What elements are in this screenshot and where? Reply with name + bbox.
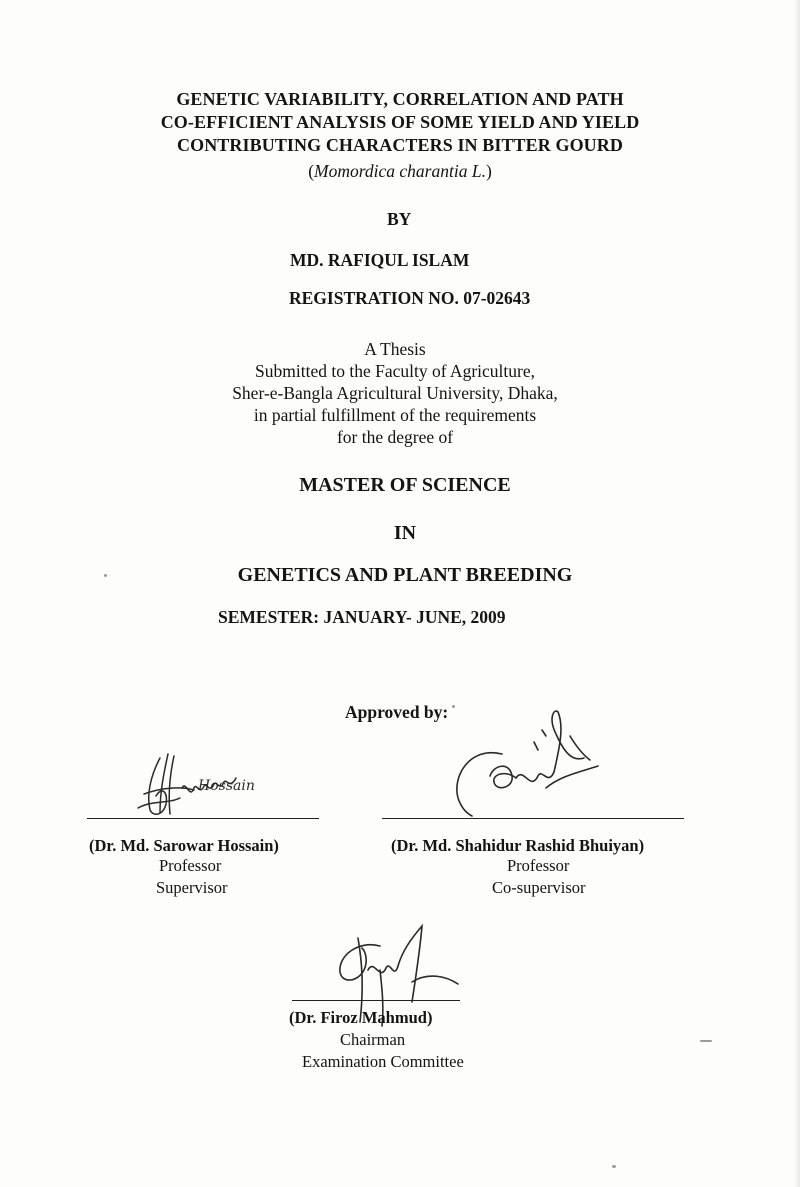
supervisor-role: Supervisor (156, 878, 228, 897)
scan-edge-shadow (794, 0, 800, 1187)
species-open-paren: ( (308, 161, 315, 181)
title-line-2: CO-EFFICIENT ANALYSIS OF SOME YIELD AND YIELD (160, 112, 640, 132)
chairman-signature-line (292, 1000, 460, 1001)
thesis-line-2: Submitted to the Faculty of Agriculture, (255, 361, 535, 381)
supervisor-title: Professor (159, 856, 222, 875)
chairman-title: Chairman (340, 1030, 406, 1049)
by-label: BY (387, 209, 412, 229)
chairman-role: Examination Committee (302, 1052, 464, 1071)
supervisor-signature (130, 748, 255, 828)
thesis-statement (0, 338, 795, 448)
registration-number: REGISTRATION NO. 07-02643 (289, 288, 531, 308)
field-of-study: GENETICS AND PLANT BREEDING (237, 564, 573, 586)
approved-by-label: Approved by: (345, 702, 449, 722)
thesis-line-3: Sher-e-Bangla Agricultural University, Dhaka, (232, 383, 558, 403)
supervisor-signature-text: Hossain (198, 778, 255, 794)
title-line-1: GENETIC VARIABILITY, CORRELATION AND PATH (176, 89, 624, 109)
degree: MASTER OF SCIENCE (299, 474, 511, 496)
co-supervisor-signature-line (382, 818, 684, 819)
scan-speck (612, 1165, 616, 1168)
in-label: IN (393, 522, 417, 544)
supervisor-signature-line (87, 818, 319, 819)
co-supervisor-title: Professor (507, 856, 570, 875)
thesis-title (0, 88, 800, 157)
scan-speck (700, 1040, 712, 1042)
co-supervisor-role: Co-supervisor (492, 878, 586, 897)
species-italic: Momordica charantia L. (314, 161, 486, 181)
thesis-line-5: for the degree of (336, 427, 454, 447)
co-supervisor-name: (Dr. Md. Shahidur Rashid Bhuiyan) (391, 836, 645, 855)
scan-speck (104, 574, 107, 577)
thesis-line-1: A Thesis (364, 339, 426, 359)
co-supervisor-signature (450, 706, 610, 818)
supervisor-name: (Dr. Md. Sarowar Hossain) (89, 836, 279, 855)
chairman-name: (Dr. Firoz Mahmud) (289, 1008, 433, 1027)
species-name (0, 160, 800, 182)
scan-speck (452, 705, 455, 708)
title-line-3: CONTRIBUTING CHARACTERS IN BITTER GOURD (177, 135, 623, 155)
species-close-paren: ) (485, 161, 492, 181)
thesis-line-4: in partial fulfillment of the requirements (253, 405, 537, 425)
semester: SEMESTER: JANUARY- JUNE, 2009 (218, 607, 506, 627)
author-name: MD. RAFIQUL ISLAM (290, 250, 470, 270)
